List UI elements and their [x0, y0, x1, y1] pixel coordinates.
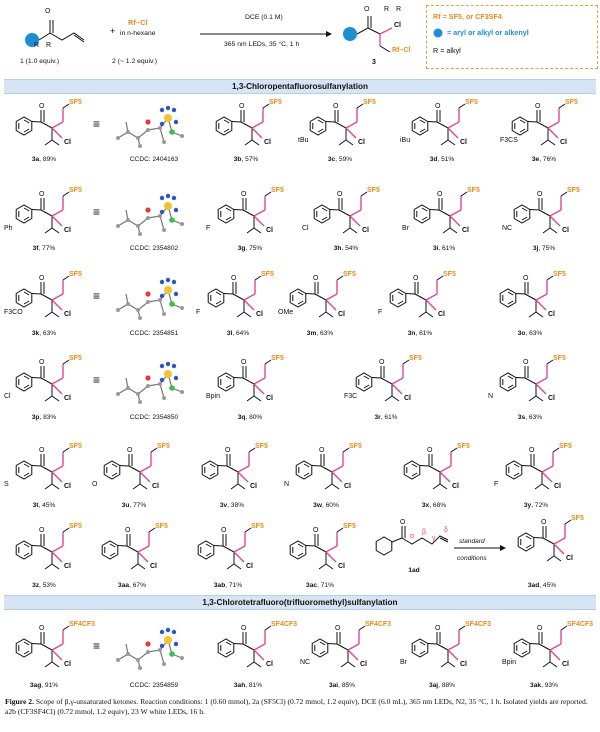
- delta-label: δ: [444, 527, 448, 534]
- ketone-o-3g: O: [241, 191, 247, 198]
- legend-rf: Rf = SF5, or CF3SF4: [433, 12, 502, 21]
- rf-group-3r: SF5: [409, 355, 422, 362]
- label-3y: 3y, 72%: [523, 502, 549, 509]
- label-3h: 3h, 54%: [333, 245, 359, 252]
- section-header-chlorotetrafluoro: 1,3-Chlorotetrafluoro(trifluoromethyl)sulfanylation: [4, 595, 596, 610]
- label-3ak: 3ak, 93%: [530, 682, 558, 689]
- cl-3ad: Cl: [566, 555, 573, 562]
- equivalence-sign-r3: ≡: [93, 289, 101, 303]
- substituent-3q: Bpin: [206, 393, 221, 400]
- figure-caption: [5, 697, 595, 717]
- reactant-1-structure: [20, 8, 90, 56]
- cl-3c: Cl: [358, 139, 365, 146]
- ad-arrow-top: standard: [459, 538, 485, 545]
- substituent-3t: S: [4, 481, 9, 488]
- ketone-o-3j: O: [537, 191, 543, 198]
- structure-3p: [4, 348, 100, 418]
- label-3n: 3n, 61%: [407, 330, 433, 337]
- label-3p: 3p, 83%: [31, 414, 57, 421]
- structure-3r: [344, 348, 440, 418]
- conditions-below-arrow: 365 nm LEDs, 35 °C, 1 h: [224, 41, 300, 48]
- cl-3g: Cl: [266, 227, 273, 234]
- label-3ah: 3ah, 81%: [233, 682, 263, 689]
- structure-3s: [488, 348, 584, 418]
- ketone-o-3v: O: [225, 447, 231, 454]
- structure-3w: [284, 436, 380, 506]
- ketone-o-3ag: O: [39, 625, 45, 632]
- ketone-o-3ak: O: [537, 625, 543, 632]
- rf-group-3t: SF5: [69, 443, 82, 450]
- ccdc-3k: CCDC: 2354851: [129, 330, 179, 337]
- structure-3ab: [186, 516, 282, 586]
- crystal-structure-3ag: [112, 620, 192, 676]
- cl-3l: Cl: [256, 311, 263, 318]
- substituent-3e: F3CS: [500, 137, 518, 144]
- ketone-o-3z: O: [39, 527, 45, 534]
- caption-label: Figure 2.: [5, 697, 34, 706]
- equivalence-sign-r1: ≡: [93, 117, 101, 131]
- rf-group-3u: SF5: [157, 443, 170, 450]
- rf-group-3h: SF5: [367, 187, 380, 194]
- label-3l: 3l, 64%: [226, 330, 250, 337]
- r-left: R: [34, 42, 40, 49]
- rf-group-3aa: SF5: [155, 523, 168, 530]
- rf-group-3x: SF5: [457, 443, 470, 450]
- rf-group-3w: SF5: [349, 443, 362, 450]
- cl-3k: Cl: [64, 311, 71, 318]
- reagent-formula: Rf–Cl: [128, 18, 148, 27]
- crystal-structure-3p: [112, 354, 192, 410]
- substituent-3l: F: [196, 309, 201, 316]
- reagent-solvent: in n-hexane: [120, 30, 156, 37]
- label-3aj: 3aj, 88%: [428, 682, 456, 689]
- cl-3o: Cl: [548, 311, 555, 318]
- product-r-left: R: [384, 6, 390, 13]
- label-3a: 3a, 89%: [31, 156, 57, 163]
- ketone-o-3c: O: [333, 103, 339, 110]
- label-3z: 3z, 53%: [32, 582, 56, 589]
- substituent-3n: F: [378, 309, 383, 316]
- rf-group-3j: SF5: [567, 187, 580, 194]
- structure-3o: [488, 264, 584, 334]
- structure-3d: [400, 92, 496, 162]
- structure-3n: [378, 264, 474, 334]
- rf-group-3n: SF5: [443, 271, 456, 278]
- structure-3x: [392, 436, 488, 506]
- structure-3aa: [90, 516, 186, 586]
- cl-3x: Cl: [452, 483, 459, 490]
- cl-3b: Cl: [264, 139, 271, 146]
- ketone-o-3x: O: [427, 447, 433, 454]
- cl-3p: Cl: [64, 395, 71, 402]
- label-3w: 3w, 60%: [313, 502, 339, 509]
- cl-3f: Cl: [64, 227, 71, 234]
- rf-group-3v: SF5: [255, 443, 268, 450]
- ccdc-3f: CCDC: 2354802: [129, 245, 179, 252]
- cl-3s: Cl: [548, 395, 555, 402]
- crystal-structure-3k: [112, 270, 192, 326]
- rf-group-3ak: SF4CF3: [567, 621, 594, 628]
- structure-3h: [302, 180, 398, 250]
- rf-group-3ad: SF5: [571, 515, 584, 522]
- label-3v: 3v, 38%: [219, 502, 245, 509]
- label-3i: 3i, 61%: [432, 245, 456, 252]
- cl-3e: Cl: [560, 139, 567, 146]
- legend-r: R = alkyl: [433, 46, 461, 55]
- label-3m: 3m, 63%: [306, 330, 334, 337]
- structure-3ag: [4, 614, 100, 684]
- structure-3j: [502, 180, 598, 250]
- caption-text: Scope of β,γ-unsaturated ketones. Reaction conditions: 1 (0.60 mmol), 2a (SF5Cl) (0.72 mmol, 1.2 equiv), DCE (6.0 mL), 365 nm LEDs, N2, 35 °C, 1 h. Isolated yields are reported. a2b (CF3SF4Cl) (0.72 mmol, 1.2 equiv), 23 W white LEDs, 16 h.: [5, 697, 588, 716]
- cl-3ag: Cl: [64, 661, 71, 668]
- ketone-o-3ab: O: [221, 527, 227, 534]
- label-3t: 3t, 45%: [32, 502, 56, 509]
- beta-label: β: [422, 529, 427, 536]
- structure-3k: [4, 264, 100, 334]
- rf-group-3i: SF5: [467, 187, 480, 194]
- structure-3y: [494, 436, 590, 506]
- substituent-3aj: Br: [400, 659, 407, 666]
- cl-3u: Cl: [152, 483, 159, 490]
- substituent-3j: NC: [502, 225, 513, 232]
- substituent-3y: F: [494, 481, 499, 488]
- label-3j: 3j, 75%: [532, 245, 556, 252]
- rf-group-3ac: SF5: [343, 523, 356, 530]
- cl-3r: Cl: [404, 395, 411, 402]
- rf-group-3g: SF5: [271, 187, 284, 194]
- substituent-3ak: Bpin: [502, 659, 517, 666]
- rf-group-3d: SF5: [465, 99, 478, 106]
- ketone-o-3aa: O: [125, 527, 131, 534]
- ad-arrow-bottom: conditions: [457, 555, 487, 562]
- ketone-o-3y: O: [529, 447, 535, 454]
- label-3u: 3u, 77%: [121, 502, 147, 509]
- ad-reaction-arrow-icon: [454, 544, 506, 552]
- ketone-o-3b: O: [239, 103, 245, 110]
- label-3s: 3s, 63%: [517, 414, 543, 421]
- ketone-o-3a: O: [39, 103, 45, 110]
- cl-3ak: Cl: [562, 661, 569, 668]
- rf-group-3a: SF5: [69, 99, 82, 106]
- legend-circle-icon: [433, 28, 443, 38]
- ketone-o-3q: O: [241, 359, 247, 366]
- equivalence-sign-r7: ≡: [93, 639, 101, 653]
- ketone-o-3ah: O: [241, 625, 247, 632]
- product-3-structure: [338, 6, 418, 64]
- rf-group-3q: SF5: [271, 355, 284, 362]
- substituent-3ai: NC: [300, 659, 311, 666]
- rf-group-3c: SF5: [363, 99, 376, 106]
- equivalence-sign-r4: ≡: [93, 373, 101, 387]
- rf-group-3z: SF5: [69, 523, 82, 530]
- cl-3a: Cl: [64, 139, 71, 146]
- structure-3m: [278, 264, 374, 334]
- substituent-3m: OMe: [278, 309, 294, 316]
- ketone-o-3n: O: [413, 275, 419, 282]
- ketone-o-3ad: O: [541, 519, 547, 526]
- rf-group-3y: SF5: [559, 443, 572, 450]
- cl-3d: Cl: [460, 139, 467, 146]
- product-cl: Cl: [394, 22, 401, 29]
- structure-3i: [402, 180, 498, 250]
- ketone-o-3u: O: [127, 447, 133, 454]
- cl-3ab: Cl: [246, 563, 253, 570]
- structure-3a: [4, 92, 100, 162]
- ketone-o-3s: O: [523, 359, 529, 366]
- label-3o: 3o, 63%: [517, 330, 543, 337]
- cl-3i: Cl: [462, 227, 469, 234]
- label-3f: 3f, 77%: [32, 245, 56, 252]
- cl-3aj: Cl: [460, 661, 467, 668]
- label-3ai: 3ai, 85%: [328, 682, 356, 689]
- substituent-3d: iBu: [400, 137, 411, 144]
- ketone-o-3f: O: [39, 191, 45, 198]
- structure-1ad: [370, 516, 460, 566]
- ketone-o-1ad: O: [400, 519, 406, 526]
- label-3b: 3b, 57%: [233, 156, 259, 163]
- ketone-o-3h: O: [337, 191, 343, 198]
- ketone-o-3k: O: [39, 275, 45, 282]
- ketone-o-3ac: O: [313, 527, 319, 534]
- structure-3ad: [506, 508, 600, 578]
- ketone-o-3p: O: [39, 359, 45, 366]
- label-3c: 3c, 59%: [327, 156, 353, 163]
- structure-3ak: [502, 614, 598, 684]
- ketone-o-3m: O: [313, 275, 319, 282]
- label-3r: 3r, 61%: [374, 414, 398, 421]
- substituent-3s: N: [488, 393, 494, 400]
- substituent-3w: N: [284, 481, 290, 488]
- ketone-o-3o: O: [523, 275, 529, 282]
- rf-group-3ab: SF5: [251, 523, 264, 530]
- product-rf: Rf–Cl: [392, 47, 411, 54]
- structure-3ai: [300, 614, 396, 684]
- cl-3q: Cl: [266, 395, 273, 402]
- cl-3ac: Cl: [338, 563, 345, 570]
- ketone-o-3t: O: [39, 447, 45, 454]
- structure-3z: [4, 516, 100, 586]
- cl-3j: Cl: [562, 227, 569, 234]
- structure-3t: [4, 436, 100, 506]
- reactant-1-label: 1 (1.0 equiv.): [20, 58, 60, 65]
- cl-3n: Cl: [438, 311, 445, 318]
- structure-3f: [4, 180, 100, 250]
- substituent-3i: Br: [402, 225, 409, 232]
- label-3ag: 3ag, 91%: [29, 682, 59, 689]
- label-3d: 3d, 51%: [429, 156, 455, 163]
- crystal-structure-3f: [112, 186, 192, 242]
- structure-3v: [190, 436, 286, 506]
- ketone-o-3l: O: [231, 275, 237, 282]
- crystal-structure-3a: [112, 98, 192, 154]
- legend-box: [426, 5, 598, 69]
- ketone-o-3aj: O: [435, 625, 441, 632]
- rf-group-3p: SF5: [69, 355, 82, 362]
- cl-3t: Cl: [64, 483, 71, 490]
- carbonyl-o: O: [45, 8, 51, 15]
- structure-3c: [298, 92, 394, 162]
- structure-3aj: [400, 614, 496, 684]
- label-3g: 3g, 75%: [237, 245, 263, 252]
- r-right: R: [46, 42, 52, 49]
- label-1ad: 1ad: [408, 567, 420, 574]
- rf-group-3e: SF5: [565, 99, 578, 106]
- substituent-3c: tBu: [298, 137, 309, 144]
- rf-group-3ah: SF4CF3: [271, 621, 298, 628]
- product-label: 3: [372, 59, 376, 66]
- label-3ab: 3ab, 71%: [213, 582, 243, 589]
- label-3ad: 3ad, 45%: [527, 582, 557, 589]
- label-3x: 3x, 68%: [421, 502, 447, 509]
- conditions-above-arrow: DCE (0.1 M): [245, 14, 283, 21]
- label-3aa: 3aa, 67%: [118, 582, 146, 589]
- equivalence-sign-r2: ≡: [93, 205, 101, 219]
- alpha-label: α: [410, 533, 415, 540]
- legend-circle: = aryl or alkyl or alkenyl: [447, 28, 529, 37]
- structure-3ac: [278, 516, 374, 586]
- rf-group-3ai: SF4CF3: [365, 621, 392, 628]
- rf-group-3o: SF5: [553, 271, 566, 278]
- label-3ac: 3ac, 71%: [306, 582, 334, 589]
- substituent-3u: O: [92, 481, 98, 488]
- substituent-3f: Ph: [4, 225, 13, 232]
- product-r-right: R: [396, 6, 402, 13]
- product-circle-icon: [343, 27, 357, 41]
- ccdc-3ag: CCDC: 2354859: [129, 682, 179, 689]
- structure-3ah: [206, 614, 302, 684]
- cl-3ai: Cl: [360, 661, 367, 668]
- label-3e: 3e, 76%: [531, 156, 557, 163]
- cl-3h: Cl: [362, 227, 369, 234]
- ketone-o-3i: O: [437, 191, 443, 198]
- substituent-3h: Cl: [302, 225, 309, 232]
- rf-group-3s: SF5: [553, 355, 566, 362]
- structure-3q: [206, 348, 302, 418]
- ccdc-3p: CCDC: 2354850: [129, 414, 179, 421]
- reactant-2-label: 2 (~ 1.2 equiv.): [112, 58, 158, 65]
- cl-3z: Cl: [64, 563, 71, 570]
- cl-3v: Cl: [250, 483, 257, 490]
- structure-3e: [500, 92, 596, 162]
- structure-3u: [92, 436, 188, 506]
- section-header-chloropentafluorosulfanylation: 1,3-Chloropentafluorosulfanylation: [4, 79, 596, 94]
- rf-group-3aj: SF4CF3: [465, 621, 492, 628]
- structure-3g: [206, 180, 302, 250]
- substituent-3g: F: [206, 225, 211, 232]
- label-3q: 3q, 80%: [237, 414, 263, 421]
- rf-group-3b: SF5: [269, 99, 282, 106]
- reaction-arrow-icon: [200, 30, 332, 38]
- rf-group-3k: SF5: [69, 271, 82, 278]
- rf-group-3m: SF5: [343, 271, 356, 278]
- gamma-label: γ: [432, 535, 436, 542]
- substituent-3p: Cl: [4, 393, 11, 400]
- ketone-o-3r: O: [379, 359, 385, 366]
- rf-group-3ag: SF4CF3: [69, 621, 96, 628]
- cl-3m: Cl: [338, 311, 345, 318]
- ketone-o-3w: O: [319, 447, 325, 454]
- structure-3b: [204, 92, 300, 162]
- ketone-o-3e: O: [535, 103, 541, 110]
- substituent-3k: F3CO: [4, 309, 23, 316]
- ccdc-3a: CCDC: 2404163: [129, 156, 179, 163]
- cl-3w: Cl: [344, 483, 351, 490]
- cl-3aa: Cl: [150, 563, 157, 570]
- plus-sign: +: [110, 26, 116, 36]
- substituent-3r: F3C: [344, 393, 358, 400]
- cl-3y: Cl: [554, 483, 561, 490]
- ketone-o-3d: O: [435, 103, 441, 110]
- rf-group-3f: SF5: [69, 187, 82, 194]
- label-3k: 3k, 63%: [31, 330, 57, 337]
- ketone-o-3ai: O: [335, 625, 341, 632]
- rf-group-3l: SF5: [261, 271, 274, 278]
- product-carbonyl-o: O: [364, 6, 370, 13]
- cl-3ah: Cl: [266, 661, 273, 668]
